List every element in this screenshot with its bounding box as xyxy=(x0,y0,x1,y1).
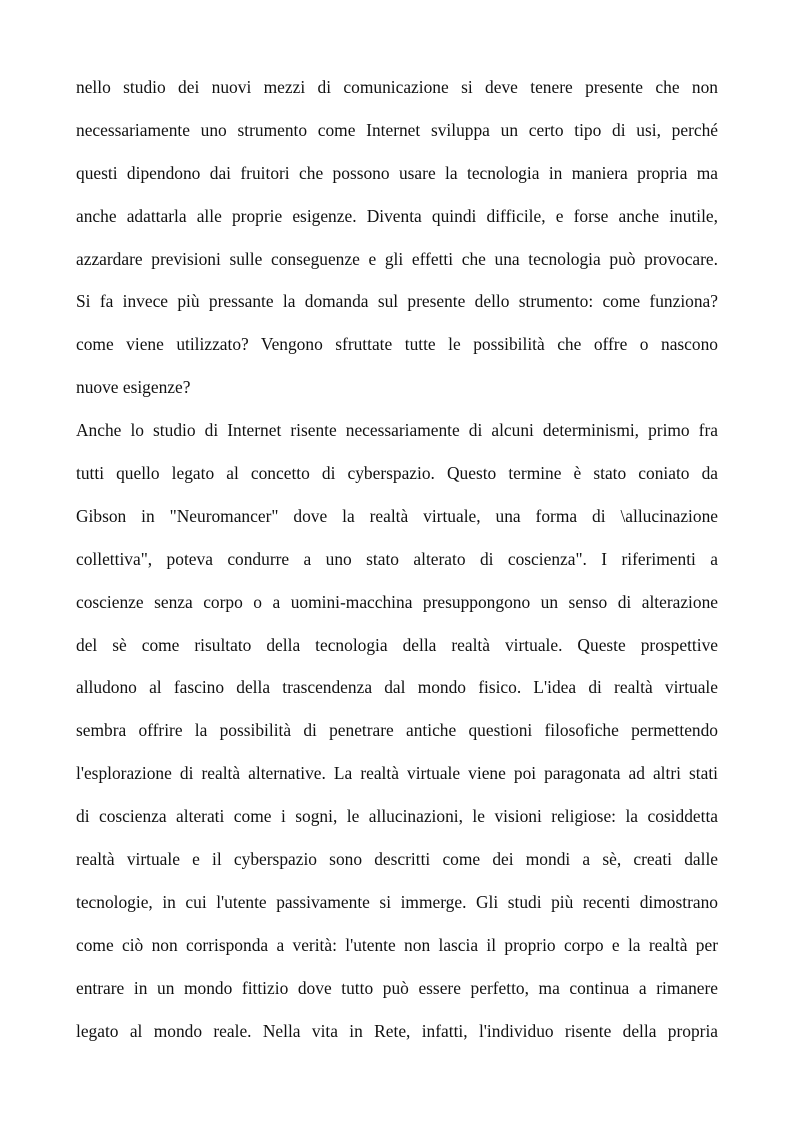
text-line: l'esplorazione di realtà alternative. La realtà virtuale viene poi paragonata ad altri stati xyxy=(76,763,718,784)
text-line: realtà virtuale e il cyberspazio sono descritti come dei mondi a sè, creati dalle xyxy=(76,849,718,870)
text-line: necessariamente uno strumento come Internet sviluppa un certo tipo di usi, perché xyxy=(76,119,718,140)
text-line: collettiva", poteva condurre a uno stato alterato di coscienza". I riferimenti a xyxy=(76,548,718,569)
text-line: anche adattarla alle proprie esigenze. Diventa quindi difficile, e forse anche inutile, xyxy=(76,205,718,226)
text-line: sembra offrire la possibilità di penetrare antiche questioni filosofiche permettendo xyxy=(76,720,718,741)
body-text xyxy=(76,72,718,1058)
text-line: tutti quello legato al concetto di cyberspazio. Questo termine è stato coniato da xyxy=(76,463,718,484)
text-line: azzardare previsioni sulle conseguenze e gli effetti che una tecnologia può provocare. xyxy=(76,248,718,269)
text-line: coscienze senza corpo o a uomini-macchina presuppongono un senso di alterazione xyxy=(76,591,718,612)
text-line: legato al mondo reale. Nella vita in Rete, infatti, l'individuo risente della propria xyxy=(76,1020,718,1041)
text-line: questi dipendono dai fruitori che possono usare la tecnologia in maniera propria ma xyxy=(76,162,718,183)
text-line: Anche lo studio di Internet risente necessariamente di alcuni determinismi, primo fra xyxy=(76,420,718,441)
text-line: nuove esigenze? xyxy=(76,377,191,398)
text-line: nello studio dei nuovi mezzi di comunicazione si deve tenere presente che non xyxy=(76,77,718,97)
text-line: come ciò non corrisponda a verità: l'utente non lascia il proprio corpo e la realtà per xyxy=(76,934,718,955)
text-line: come viene utilizzato? Vengono sfruttate tutte le possibilità che offre o nascono xyxy=(76,334,718,355)
text-line: Si fa invece più pressante la domanda sul presente dello strumento: come funziona? xyxy=(76,291,718,312)
text-line: alludono al fascino della trascendenza dal mondo fisico. L'idea di realtà virtuale xyxy=(76,677,718,698)
text-line: entrare in un mondo fittizio dove tutto può essere perfetto, ma continua a rimanere xyxy=(76,977,718,998)
text-line: di coscienza alterati come i sogni, le allucinazioni, le visioni religiose: la cosiddetta xyxy=(76,806,718,827)
text-line: del sè come risultato della tecnologia della realtà virtuale. Queste prospettive xyxy=(76,634,718,655)
text-line: tecnologie, in cui l'utente passivamente si immerge. Gli studi più recenti dimostrano xyxy=(76,891,718,912)
text-line: Gibson in "Neuromancer" dove la realtà virtuale, una forma di \allucinazione xyxy=(76,505,718,526)
